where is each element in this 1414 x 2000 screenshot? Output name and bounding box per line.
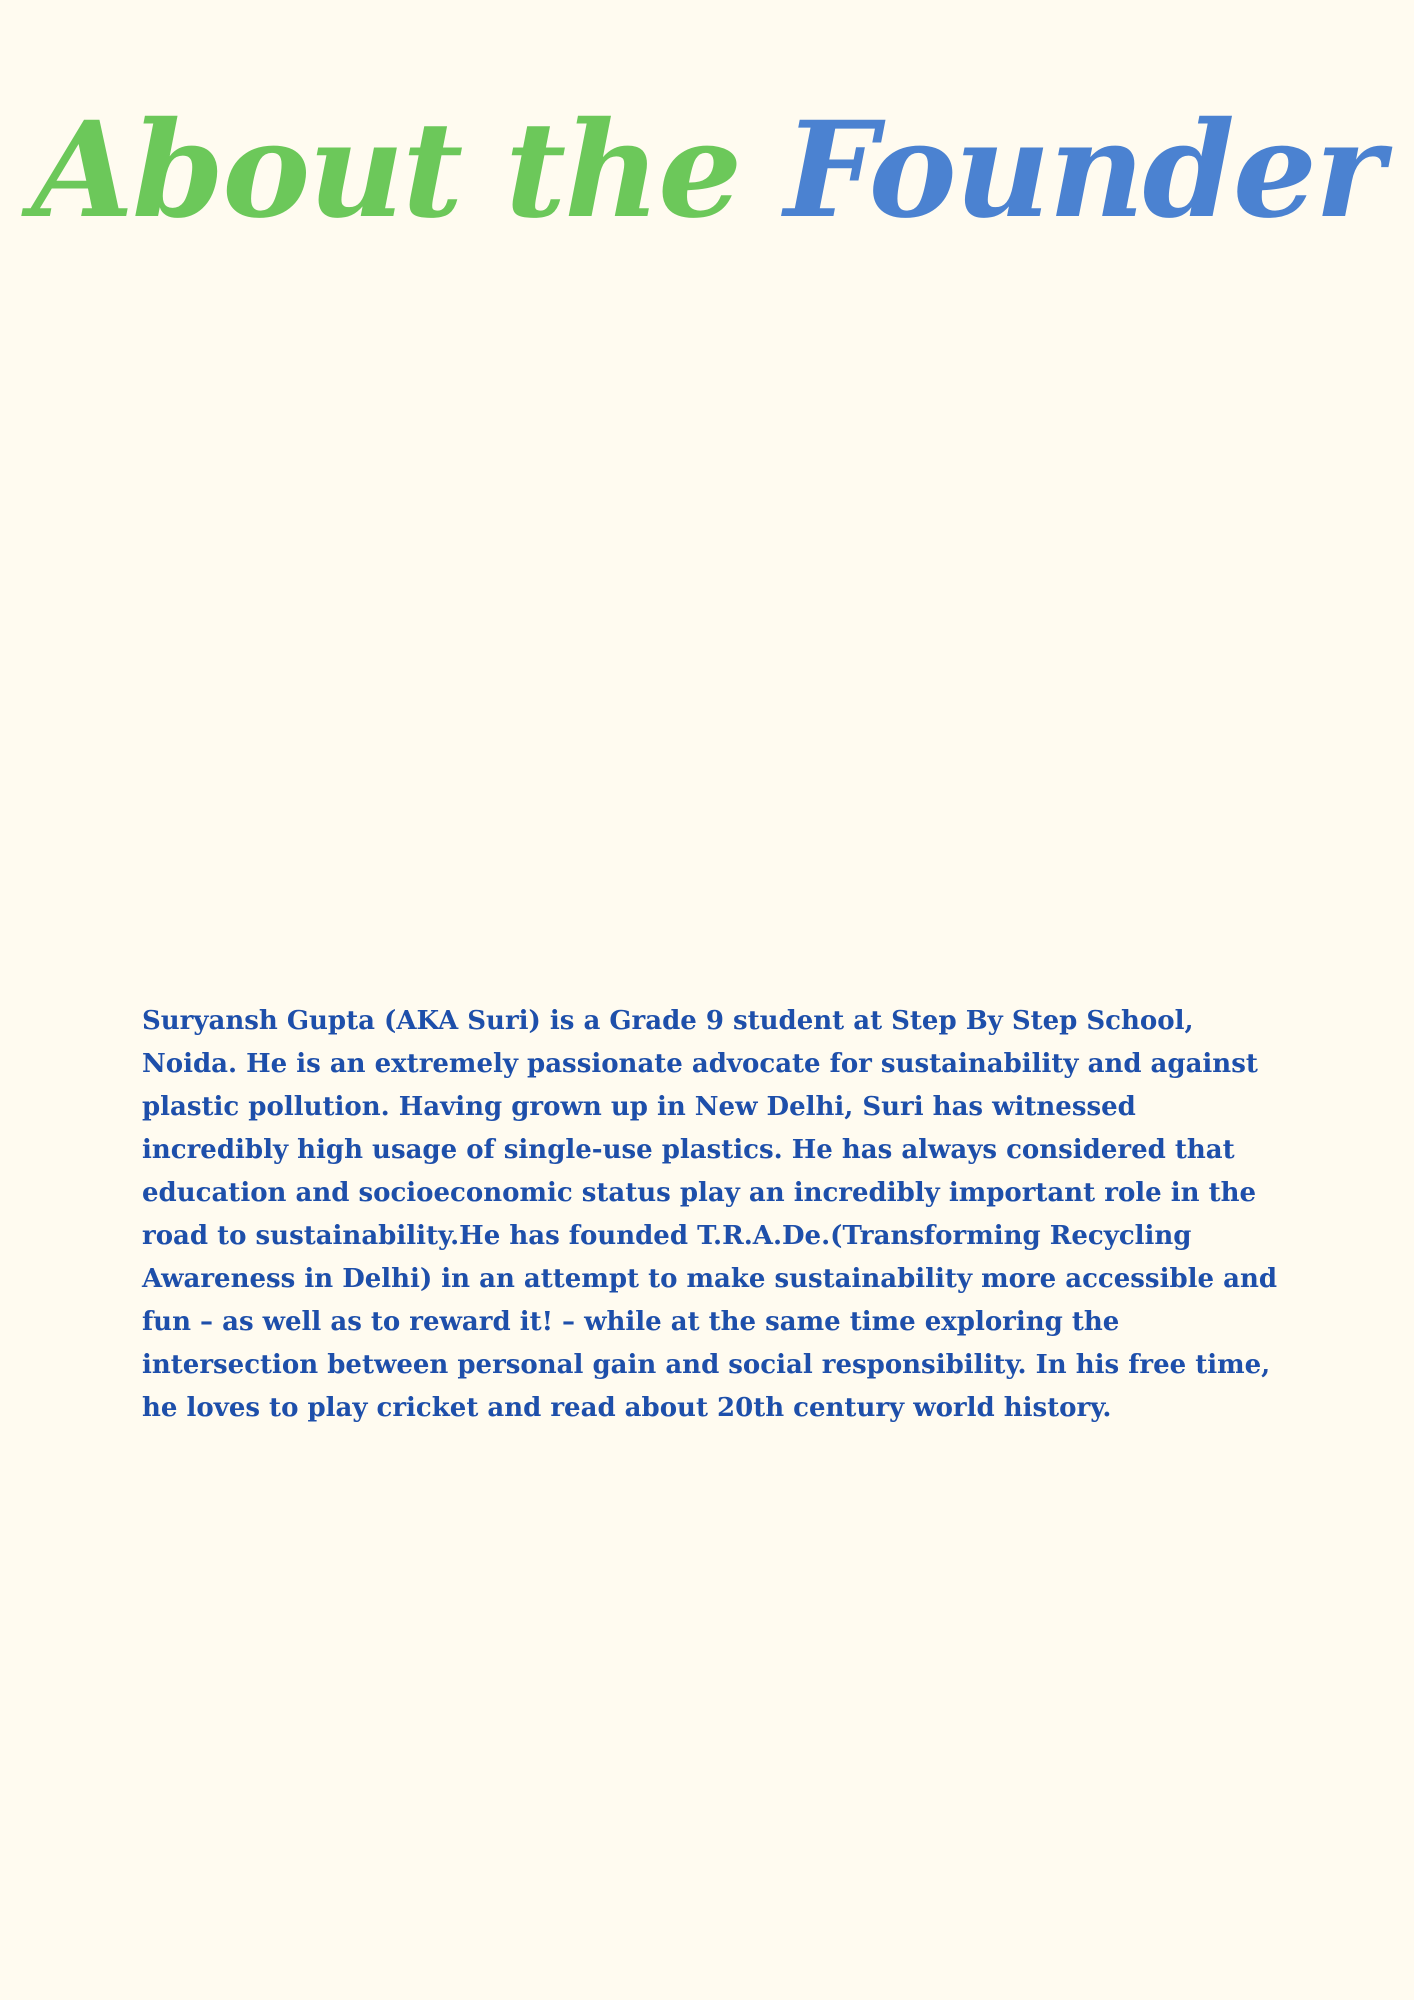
title-part-about-the: About the [31,93,741,248]
title-part-founder: Founder [784,93,1383,248]
founder-bio-paragraph: Suryansh Gupta (AKA Suri) is a Grade 9 student at Step By Step School, Noida. He is an extremely passionate advocate for sustainability and against plastic pollution. Having grown up in New Delhi, Suri has witnessed incredibly high usage of single-use plastics. He has always considered that education and socioeconomic status play an incredibly important role in the road to sustainability.He has founded T.R.A.De.(Transforming Recycling Awareness in Delhi) in an attempt to make sustainability more accessible and fun – as well as to reward it! – while at the same time exploring the intersection between personal gain and social responsibility. In his free time, he loves to play cricket and read about 20th century world history. [142,1006,1278,1423]
page-title [0,93,1414,248]
